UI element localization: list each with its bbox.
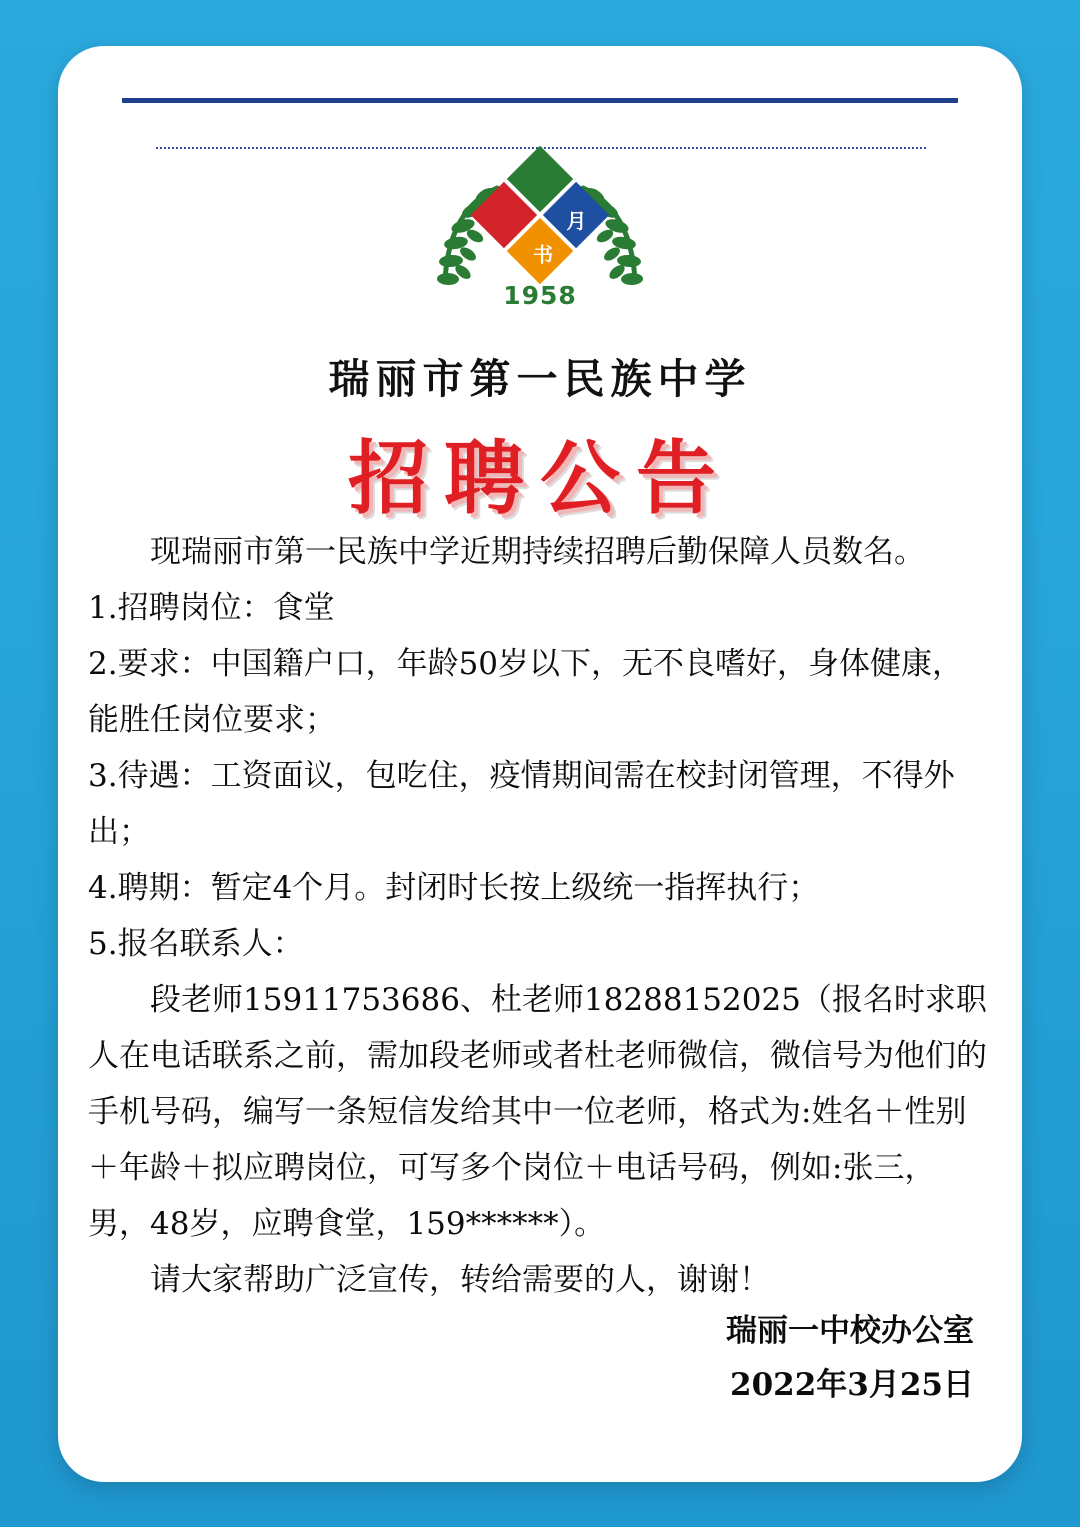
- school-name: 瑞丽市第一民族中学: [328, 355, 752, 403]
- body-contact-paragraph: 段老师15911753686、杜老师18288152025（报名时求职人在电话联系之前，需加段老师或者杜老师微信，微信号为他们的手机号码，编写一条短信发给其中一位老师，格式为:姓名＋性别＋年龄＋拟应聘岗位，可写多个岗位＋电话号码，例如:张三，男，48岁，应聘食堂，159******）。: [88, 982, 987, 1242]
- body-item-1: 1.招聘岗位：食堂: [88, 590, 335, 626]
- body-closing: 请大家帮助广泛宣传，转给需要的人，谢谢！: [150, 1262, 770, 1298]
- signature-office: 瑞丽一中校办公室: [726, 1313, 974, 1349]
- school-crest-logo: [435, 164, 645, 314]
- signature-block: [726, 1304, 974, 1412]
- logo-container: [58, 164, 1022, 314]
- top-rule-thick: [122, 98, 958, 103]
- page-title: 招聘公告: [348, 431, 732, 525]
- announcement-sheet: [58, 46, 1022, 1482]
- announcement-body: [88, 524, 992, 1308]
- crest-glyph-top-right: 月: [566, 209, 587, 234]
- crest-glyph-bottom-right: 书: [533, 242, 554, 267]
- body-lead: 现瑞丽市第一民族中学近期持续招聘后勤保障人员数名。: [150, 534, 925, 570]
- crest-founding-year: 1958: [503, 281, 577, 310]
- body-item-2: 2.要求：中国籍户口，年龄50岁以下，无不良嗜好，身体健康，能胜任岗位要求；: [88, 646, 964, 738]
- signature-date: 2022年3月25日: [730, 1367, 974, 1403]
- body-item-4: 4.聘期：暂定4个月。封闭时长按上级统一指挥执行；: [88, 870, 820, 906]
- body-item-5: 5.报名联系人：: [88, 926, 304, 962]
- body-item-3: 3.待遇：工资面议，包吃住，疫情期间需在校封闭管理，不得外出；: [88, 758, 955, 850]
